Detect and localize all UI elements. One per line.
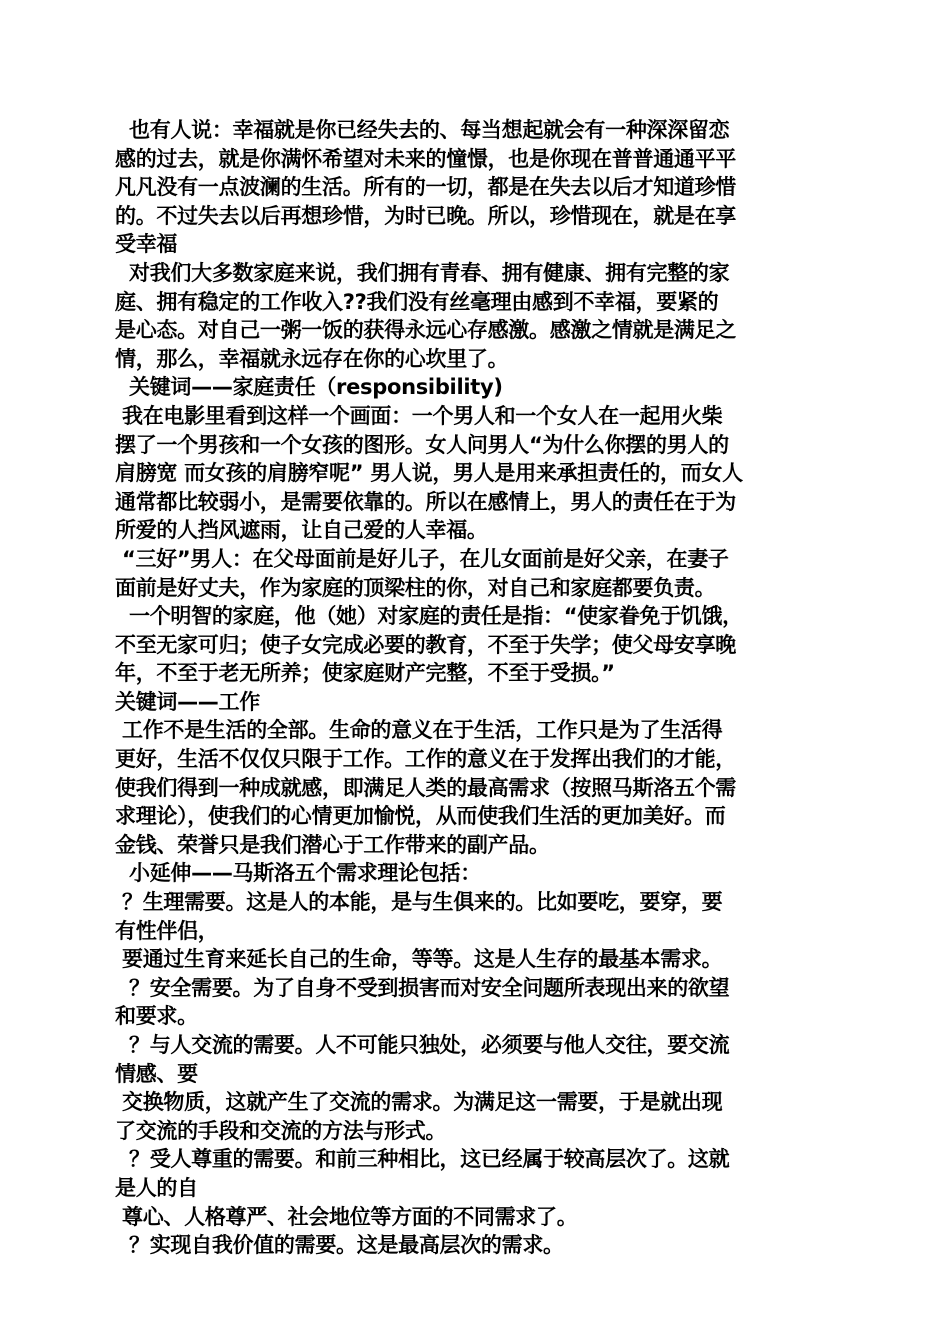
section-heading: 关键词——工作 [115, 689, 260, 714]
text-line: 工作不是生活的全部。生命的意义在于生活，工作只是为了生活得 [115, 718, 723, 743]
text-line: 更好，生活不仅仅只限于工作。工作的意义在于发挥出我们的才能， [115, 747, 736, 772]
text-line: 所爱的人挡风遮雨，让自己爱的人幸福。 [115, 518, 488, 543]
list-item-line: ？实现自我价值的需要。这是最高层次的需求。 [115, 1233, 564, 1258]
list-item-line: 了交流的手段和交流的方法与形式。 [115, 1118, 447, 1143]
list-item-line: 要通过生育来延长自己的生命，等等。这是人生存的最基本需求。 [115, 947, 723, 972]
list-item-line: 有性伴侣， [115, 918, 219, 943]
text-line: 受幸福 [115, 232, 178, 257]
list-item-line: ？与人交流的需要。人不可能只独处，必须要与他人交往，要交流 [115, 1033, 730, 1057]
text-line: 感的过去，就是你满怀希望对未来的憧憬，也是你现在普普通通平平 [115, 146, 736, 171]
text-line: 面前是好丈夫，作为家庭的顶梁柱的你，对自己和家庭都要负责。 [115, 575, 716, 600]
list-item-line: 情感、要 [115, 1061, 198, 1086]
list-item-line: ？生理需要。这是人的本能，是与生俱来的。比如要吃，要穿，要 [115, 890, 723, 915]
text-line: 对我们大多数家庭来说，我们拥有青春、拥有健康、拥有完整的家 [115, 260, 730, 285]
text-line: 情，那么，幸福就永远存在你的心坎里了。 [115, 346, 509, 371]
text-line: 的。不过失去以后再想珍惜，为时已晚。所以，珍惜现在，就是在享 [115, 203, 736, 228]
document-body [115, 116, 840, 1260]
section-heading: 小延伸——马斯洛五个需求理论包括： [115, 861, 481, 886]
text-line: 通常都比较弱小，是需要依靠的。所以在感情上，男人的责任在于为 [115, 489, 736, 514]
text-line: 是心态。对自己一粥一饭的获得永远心存感激。感激之情就是满足之 [115, 318, 736, 343]
text-line: 肩膀宽 而女孩的肩膀窄呢” 男人说，男人是用来承担责任的，而女人 [115, 461, 743, 486]
list-item-line: 和要求。 [115, 1004, 198, 1029]
section-heading: 关键词——家庭责任（responsibility) [115, 375, 503, 400]
list-item-line: 尊心、人格尊严、社会地位等方面的不同需求了。 [115, 1204, 578, 1229]
list-item-line: 是人的自 [115, 1175, 198, 1200]
text-line: 一个明智的家庭，他（她）对家庭的责任是指：“使家眷免于饥饿， [115, 604, 743, 629]
text-line: 也有人说：幸福就是你已经失去的、每当想起就会有一种深深留恋 [115, 118, 730, 142]
text-line: 金钱、荣誉只是我们潜心于工作带来的副产品。 [115, 832, 550, 857]
list-item-line: 交换物质，这就产生了交流的需求。为满足这一需要，于是就出现 [115, 1090, 723, 1115]
text-line: 凡凡没有一点波澜的生活。所有的一切，都是在失去以后才知道珍惜 [115, 175, 736, 200]
text-line: 年，不至于老无所养；使家庭财产完整，不至于受损。” [115, 661, 615, 686]
text-line: 我在电影里看到这样一个画面：一个男人和一个女人在一起用火柴 [115, 403, 723, 428]
text-line: 求理论），使我们的心情更加愉悦，从而使我们生活的更加美好。而 [115, 804, 726, 829]
list-item-line: ？安全需要。为了自身不受到损害而对安全问题所表现出来的欲望 [115, 975, 730, 1000]
text-line: 不至无家可归；使子女完成必要的教育，不至于失学；使父母安享晚 [115, 632, 736, 657]
list-item-line: ？受人尊重的需要。和前三种相比，这已经属于较高层次了。这就 [115, 1147, 730, 1172]
text-line: 摆了一个男孩和一个女孩的图形。女人问男人“为什么你摆的男人的 [115, 432, 729, 457]
text-line: 庭、拥有稳定的工作收入??我们没有丝毫理由感到不幸福，要紧的 [115, 289, 719, 314]
text-line: 使我们得到一种成就感，即满足人类的最高需求（按照马斯洛五个需 [115, 775, 736, 800]
text-line: “三好”男人：在父母面前是好儿子，在儿女面前是好父亲，在妻子 [115, 546, 729, 571]
